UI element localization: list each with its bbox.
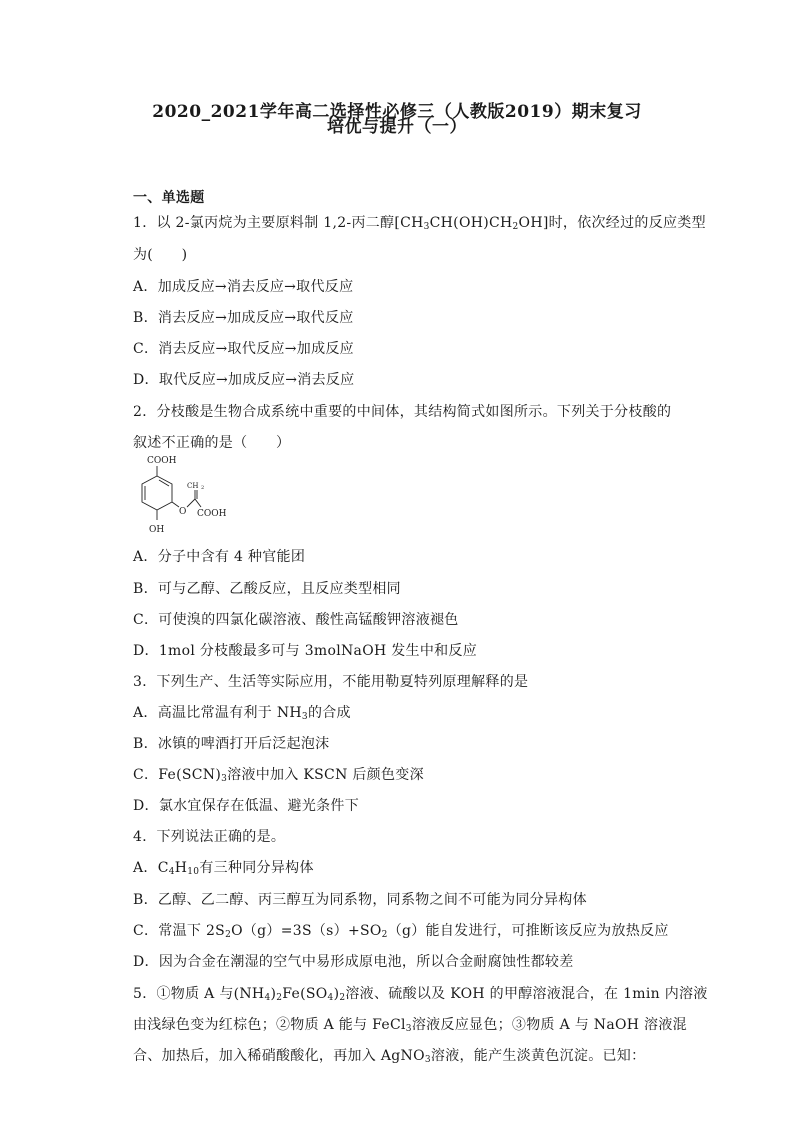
document-title-line2: 培优与提升（一） (327, 117, 467, 137)
chorismic-acid-structure (125, 452, 245, 540)
q2-option-b: B．可与乙醇、乙酸反应，且反应类型相同 (133, 581, 401, 597)
structure-label-cooh-top: COOH (147, 456, 177, 466)
q2-stem-cont: 叙述不正确的是（ ） (133, 435, 291, 451)
structure-label-o: O (179, 507, 187, 517)
document-title-line1: 2020_2021学年高二选择性必修三（人教版2019）期末复习 (152, 102, 642, 122)
q3-option-a: A．高温比常温有利于 $NH_3$的合成 (133, 705, 351, 722)
q5-line1: 5．①物质 A 与$(NH_4)_2Fe(SO_4)_2$溶液、硫酸以及 KOH 的甲醇溶液混合，在 1min 内溶液 (133, 986, 708, 1003)
q5-line2: 由浅绿色变为红棕色；②物质 A 能与 FeCl$_3$溶液反应显色；③物质 A 与 NaOH 溶液混 (133, 1017, 687, 1034)
ring-shape (142, 476, 172, 510)
q4-option-c: C．常温下 $2S_2O(g)=3S(s)+SO_2(g)$能自发进行，可推断该反应为放热反应 (133, 923, 669, 940)
structure-label-oh: OH (149, 525, 165, 535)
q1-option-d: D．取代反应→加成反应→消去反应 (133, 372, 355, 388)
structure-label-cooh-side: COOH (197, 509, 227, 519)
q1-option-c: C．消去反应→取代反应→加成反应 (133, 341, 354, 357)
q1-stem: 1．以 2-氯丙烷为主要原料制 1,2-丙二醇$[CH_3CH(OH)CH_2OH]$时，依次经过的反应类型 (133, 215, 706, 232)
q4-stem: 4．下列说法正确的是。 (133, 829, 286, 845)
q3-option-b: B．冰镇的啤酒打开后泛起泡沫 (133, 736, 330, 752)
q3-stem: 3．下列生产、生活等实际应用，不能用勒夏特列原理解释的是 (133, 674, 529, 690)
svg-text:2: 2 (201, 485, 205, 491)
q2-option-c: C．可使溴的四氯化碳溶液、酸性高锰酸钾溶液褪色 (133, 612, 459, 628)
q1-option-b: B．消去反应→加成反应→取代反应 (133, 310, 354, 326)
q2-option-a: A．分子中含有 4 种官能团 (133, 549, 306, 565)
q4-option-b: B．乙醇、乙二醇、丙三醇互为同系物，同系物之间不可能为同分异构体 (133, 892, 587, 908)
structure-label-ch2: CH (187, 482, 199, 490)
q5-line3: 合、加热后，加入稀硝酸酸化，再加入 AgNO$_3$溶液，能产生淡黄色沉淀。已知： (133, 1048, 646, 1065)
q2-stem: 2．分枝酸是生物合成系统中重要的中间体，其结构简式如图所示。下列关于分枝酸的 (133, 404, 672, 420)
q4-option-a: A．$C_4H_{10}$有三种同分异构体 (133, 860, 314, 877)
q4-option-d: D．因为合金在潮湿的空气中易形成原电池，所以合金耐腐蚀性都较差 (133, 954, 574, 970)
section-heading: 一、单选题 (133, 190, 205, 206)
q3-option-c: C．$Fe(SCN)_3$溶液中加入 KSCN 后颜色变深 (133, 767, 424, 784)
q3-option-d: D．氯水宜保存在低温、避光条件下 (133, 798, 360, 814)
q1-option-a: A．加成反应→消去反应→取代反应 (133, 279, 354, 295)
q1-stem-cont: 为( ) (133, 247, 188, 263)
q2-option-d: D．1mol 分枝酸最多可与 3molNaOH 发生中和反应 (133, 643, 478, 659)
